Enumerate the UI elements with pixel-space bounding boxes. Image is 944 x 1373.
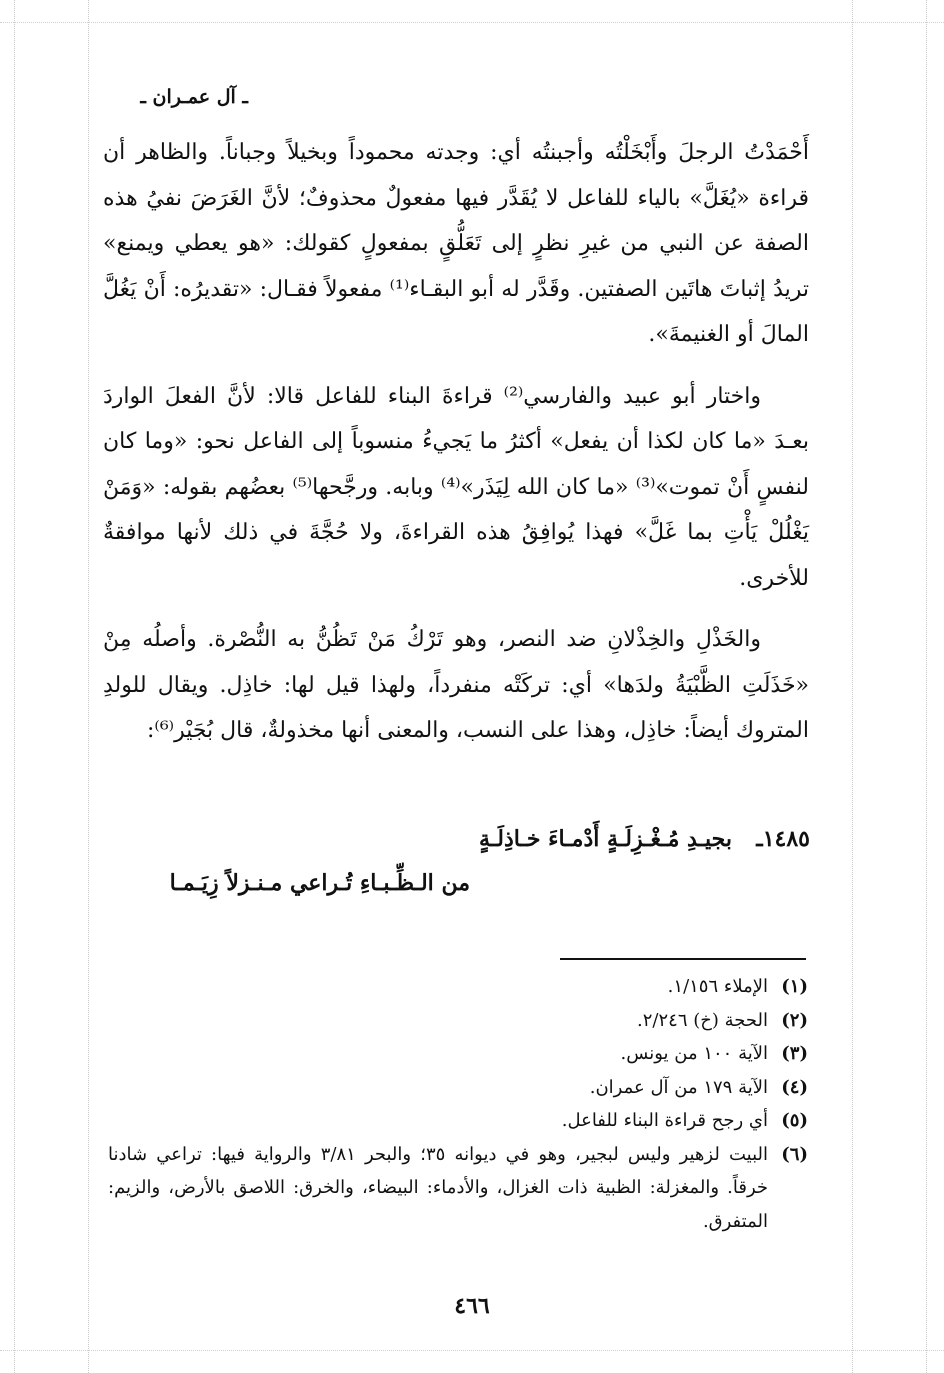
footnote-separator xyxy=(560,958,806,960)
scan-guide-right xyxy=(926,0,927,1373)
footnote-item xyxy=(108,1071,808,1105)
footnote-number: (٣) xyxy=(781,1043,808,1064)
footnote-text: الحجة (خ) ٢/٢٤٦. xyxy=(637,1009,768,1031)
footnote-text: الآية ١٠٠ من يونس. xyxy=(620,1043,768,1064)
verse-hemistich-2: من الـظِّـبـاءِ تُـراعي مـنـزلاً زِيَـمـا xyxy=(169,870,470,896)
paragraph-3: والخَذْلِ والخِذْلانِ ضد النصر، وهو تَرْكُ مَنْ تَظُنُّ به النُّصْرة. وأصلُه مِنْ «خَذَلَتِ الظَّبْيَةُ ولدَها» أي: تركَتْه منفرداً، ولهذا قيل لها: خاذِل. ويقال للولدِ المتروك أيضاً: خاذِل، وهذا على النسب، والمعنى أنها مخذولةٌ، قال بُجَيْر⁽⁶⁾: xyxy=(103,627,810,743)
footnote-text: الآية ١٧٩ من آل عمران. xyxy=(589,1076,768,1098)
footnotes xyxy=(108,970,808,1238)
footnote-text: الإملاء ١/١٥٦. xyxy=(667,976,768,997)
verse-hemistich-1: بجيـدِ مُـغْـزِلَـةٍ أَدْمـاءَ خـاذِلَـةٍ xyxy=(479,826,732,852)
footnote-text: البيت لزهير وليس لبجير، وهو في ديوانه ٣٥؛ والبحر ٣/٨١ والرواية فيها: تراعي شادنا خرقاً. والمغزلة: الظبية ذات الغزال، والأدماء: البيضاء، والخرق: اللاصق بالأرض، والزيم: المتفرق. xyxy=(108,1143,769,1232)
paragraph-1: أَحْمَدْتُ الرجلَ وأَبْخَلْتُه وأجبنتُه أي: وجدته محموداً وبخيلاً وجباناً. والظاهر أن قراءة «يُغَلَّ» بالياء للفاعل لا يُقَدَّر فيها مفعولٌ محذوفٌ؛ لأنَّ الغَرَضَ نفيُ هذه الصفة عن النبي من غيرِ نظرٍ إلى تَعَلُّقٍ بمفعولٍ كقولك: «هو يعطي ويمنع» تريدُ إثباتَ هاتَين الصفتين. وقَدَّر له أبو البقـاء⁽¹⁾ مفعولاً فقـال: «تقديرُه: أَنْ يَغُلَّ المالَ أو الغنيمةَ». xyxy=(103,140,810,347)
footnote-item xyxy=(108,970,808,1004)
running-title: ـ آل عمـران ـ xyxy=(140,86,248,108)
scan-guide-bottom xyxy=(0,1350,944,1351)
footnote-item xyxy=(108,1037,808,1071)
scan-guide-left xyxy=(14,0,15,1373)
footnote-item xyxy=(108,1138,808,1239)
footnote-text: أي رجح قراءة البناء للفاعل. xyxy=(561,1110,768,1131)
footnote-number: (٥) xyxy=(781,1110,808,1131)
footnote-item xyxy=(108,1004,808,1038)
verse-number: ١٤٨٥ـ xyxy=(756,826,810,852)
scan-guide-margin-right xyxy=(852,0,853,1373)
footnote-item xyxy=(108,1104,808,1138)
scan-guide-top xyxy=(0,22,944,23)
page-number: ٤٦٦ xyxy=(454,1293,490,1319)
footnote-number: (٢) xyxy=(781,1009,808,1031)
footnote-number: (٤) xyxy=(781,1076,808,1098)
scan-guide-margin-left xyxy=(88,0,89,1373)
paragraph-2: واختار أبو عبيد والفارسي⁽²⁾ قراءةَ البناء للفاعل قالا: لأنَّ الفعلَ الواردَ بعـدَ «ما كان لكذا أن يفعل» أكثرُ ما يَجيءُ منسوباً إلى الفاعل نحو: «وما كان لنفسٍ أَنْ تموت»⁽³⁾ «ما كان الله لِيَذَر»⁽⁴⁾ وبابه. ورجَّحها⁽⁵⁾ بعضُهم بقوله: «وَمَنْ يَغْلُلْ يَأْتِ بما غَلَّ» فهذا يُوافِقُ هذه القراءةَ، ولا حُجَّةَ في ذلك لأنها موافقةٌ للأخرى. xyxy=(103,383,810,591)
footnote-number: (١) xyxy=(781,976,808,997)
footnote-number: (٦) xyxy=(781,1143,808,1165)
main-text xyxy=(103,130,809,754)
